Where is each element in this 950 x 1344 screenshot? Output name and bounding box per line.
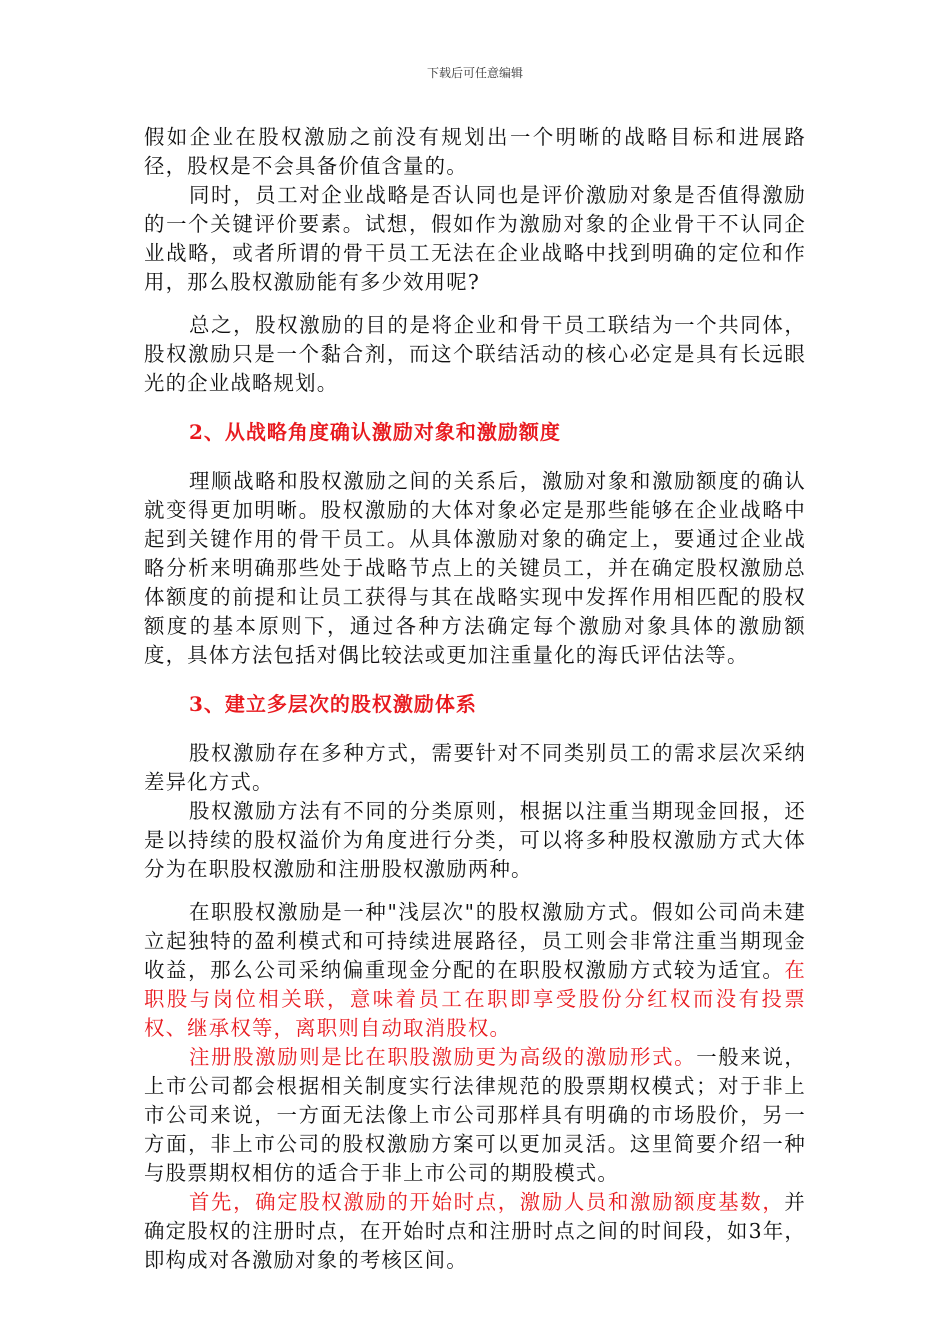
paragraph: 股权激励方法有不同的分类原则，根据以注重当期现金回报，还是以持续的股权溢价为角度进行分类，可以将多种股权激励方式大体分为在职股权激励和注册股权激励两种。 [144, 799, 806, 881]
paragraph-text: 在职股权激励是一种"浅层次"的股权激励方式。假如公司尚未建立起独特的盈利模式和可持续进展路径，员工则会非常注重当期现金收益，那么公司采纳偏重现金分配的在职股权激励方式较为适宜。 [144, 900, 806, 982]
section-heading-2: 2、从战略角度确认激励对象和激励额度 [189, 420, 561, 444]
paragraph: 同时，员工对企业战略是否认同也是评价激励对象是否值得激励的一个关键评价要素。试想，假如作为激励对象的企业骨干不认同企业战略，或者所谓的骨干员工无法在企业战略中找到明确的定位和作用，那么股权激励能有多少效用呢? [144, 183, 806, 294]
paragraph-text: 一般来说，上市公司都会根据相关制度实行法律规范的股票期权模式；对于非上市公司来说，一方面无法像上市公司那样具有明确的市场股价，另一方面，非上市公司的股权激励方案可以更加灵活。这里简要介绍一种与股票期权相仿的适合于非上市公司的期股模式。 [144, 1045, 807, 1185]
document-body [144, 123, 806, 1275]
paragraph: 假如企业在股权激励之前没有规划出一个明晰的战略目标和进展路径，股权是不会具备价值含量的。 [144, 125, 806, 178]
paragraph-text: 并确定股权的注册时点，在开始时点和注册时点之间的时间段，如3年，即构成对各激励对象的考核区间。 [144, 1190, 806, 1272]
highlighted-text: 首先，确定股权激励的开始时点，激励人员和激励额度基数， [189, 1190, 785, 1214]
highlighted-text: 在职股与岗位相关联，意味着员工在职即享受股份分红权而没有投票权、继承权等，离职则自动取消股权。 [144, 958, 806, 1040]
paragraph: 总之，股权激励的目的是将企业和骨干员工联结为一个共同体，股权激励只是一个黏合剂，而这个联结活动的核心必定是具有长远眼光的企业战略规划。 [144, 313, 806, 395]
section-heading-3: 3、建立多层次的股权激励体系 [189, 692, 477, 716]
paragraph [144, 898, 806, 1043]
paragraph [144, 1188, 806, 1275]
paragraph: 理顺战略和股权激励之间的关系后，激励对象和激励额度的确认就变得更加明晰。股权激励的大体对象必定是那些能够在企业战略中起到关键作用的骨干员工。从具体激励对象的确定上，要通过企业战略分析来明确那些处于战略节点上的关键员工，并在确定股权激励总体额度的前提和让员工获得与其在战略实现中发挥作用相匹配的股权额度的基本原则下，通过各种方法确定每个激励对象具体的激励额度，具体方法包括对偶比较法或更加注重量化的海氏评估法等。 [144, 469, 806, 667]
page-header: 下载后可任意编辑 [426, 66, 523, 80]
paragraph [144, 1043, 806, 1188]
paragraph: 股权激励存在多种方式，需要针对不同类别员工的需求层次采纳差异化方式。 [144, 741, 806, 794]
highlighted-text: 注册股激励则是比在职股激励更为高级的激励形式。 [189, 1045, 697, 1069]
